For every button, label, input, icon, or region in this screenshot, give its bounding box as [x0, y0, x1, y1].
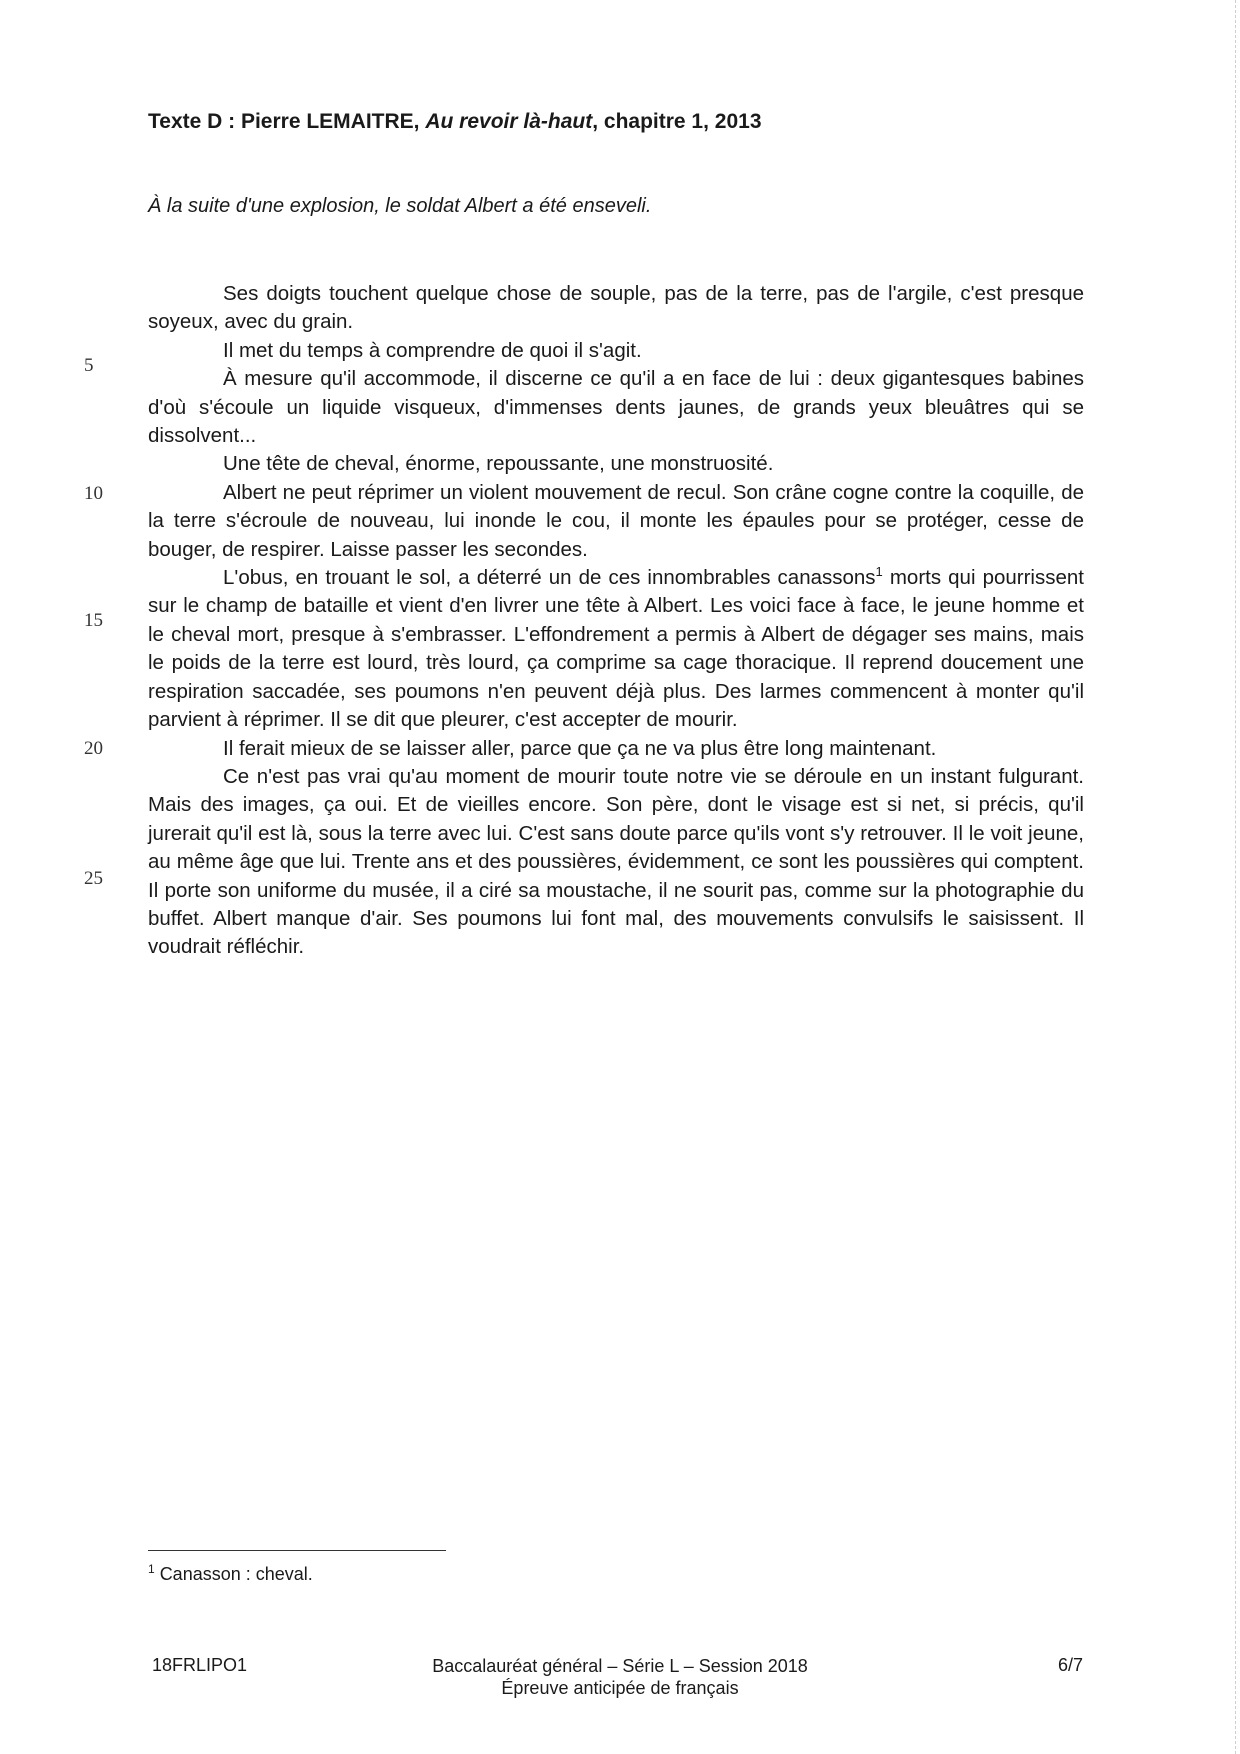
line-number: 10: [84, 483, 103, 504]
intro-sentence: À la suite d'une explosion, le soldat Albert a été enseveli.: [148, 195, 652, 217]
line-number: 25: [84, 868, 103, 889]
line-number: 15: [84, 610, 103, 631]
paragraph-6: [148, 564, 1084, 734]
paragraph-7: Il ferait mieux de se laisser aller, parce que ça ne va plus être long maintenant.: [223, 736, 937, 760]
text-title: [148, 110, 762, 134]
footer-exam-info: [380, 1655, 860, 1699]
paragraph-1: Ses doigts touchent quelque chose de souple, pas de la terre, pas de l'argile, c'est presque soyeux, avec du grain.: [148, 282, 1084, 334]
paragraph-2: Il met du temps à comprendre de quoi il s'agit.: [223, 338, 642, 362]
paragraph-6-end: morts qui pourrissent sur le champ de bataille et vient d'en livrer une tête à Albert. Les voici face à face, le jeune homme et le cheval mort, presque à s'embrasser. L'effondrement a permis à Albert de dégager ses mains, mais le poids de la terre est lourd, très lourd, ça comprime sa cage thoracique. Il reprend doucement une respiration saccadée, ses poumons n'en peuvent déjà plus. Des larmes commencent à monter qu'il parvient à réprimer. Il se dit que pleurer, c'est accepter de mourir.: [148, 566, 1084, 732]
footnote-divider: [148, 1550, 446, 1551]
footnote-reference: 1: [875, 564, 883, 580]
title-author: Texte D : Pierre LEMAITRE,: [148, 110, 420, 133]
line-number: 20: [84, 738, 103, 759]
footnote-text: Canasson : cheval.: [159, 1564, 313, 1584]
paragraph-8: Ce n'est pas vrai qu'au moment de mourir toute notre vie se déroule en un instant fulgurant. Mais des images, ça oui. Et de vieilles encore. Son père, dont le visage est si net, si précis, qu'il jurerait qu'il est là, sous la terre avec lui. C'est sans doute parce qu'ils vont s'y retrouver. Il le voit jeune, au même âge que lui. Trente ans et des poussières, évidemment, ce sont les poussières qui comptent. Il porte son uniforme du musée, il a ciré sa moustache, il ne sourit pas, comme sur la photographie du buffet. Albert manque d'air. Ses poumons lui font mal, des mouvements convulsifs le saisissent. Il voudrait réfléchir.: [148, 764, 1084, 959]
footnote: [148, 1564, 313, 1585]
excerpt-body: [148, 280, 1084, 962]
exam-code: 18FRLIPO1: [152, 1655, 248, 1675]
title-work: Au revoir là-haut: [425, 110, 593, 133]
paragraph-3: À mesure qu'il accommode, il discerne ce qu'il a en face de lui : deux gigantesques babines d'où s'écoule un liquide visqueux, d'immenses dents jaunes, de grands yeux bleuâtres qui se dissolvent...: [148, 367, 1084, 448]
title-details: , chapitre 1, 2013: [592, 110, 762, 133]
paragraph-4: Une tête de cheval, énorme, repoussante, une monstruosité.: [223, 452, 774, 476]
footnote-mark: 1: [148, 1562, 155, 1576]
paragraph-5: Albert ne peut réprimer un violent mouvement de recul. Son crâne cogne contre la coquille, de la terre s'écroule de nouveau, lui inonde le cou, il monte les épaules pour se protéger, cesse de bouger, de respirer. Laisse passer les secondes.: [148, 480, 1084, 561]
paragraph-6-start: L'obus, en trouant le sol, a déterré un de ces innombrables canassons: [223, 566, 876, 590]
footer-line-2: Épreuve anticipée de français: [501, 1678, 739, 1698]
line-number: 5: [84, 355, 94, 376]
footer-line-1: Baccalauréat général – Série L – Session 2018: [432, 1656, 808, 1676]
page-number: 6/7: [1058, 1655, 1084, 1675]
scan-edge-line: [1235, 0, 1236, 1754]
